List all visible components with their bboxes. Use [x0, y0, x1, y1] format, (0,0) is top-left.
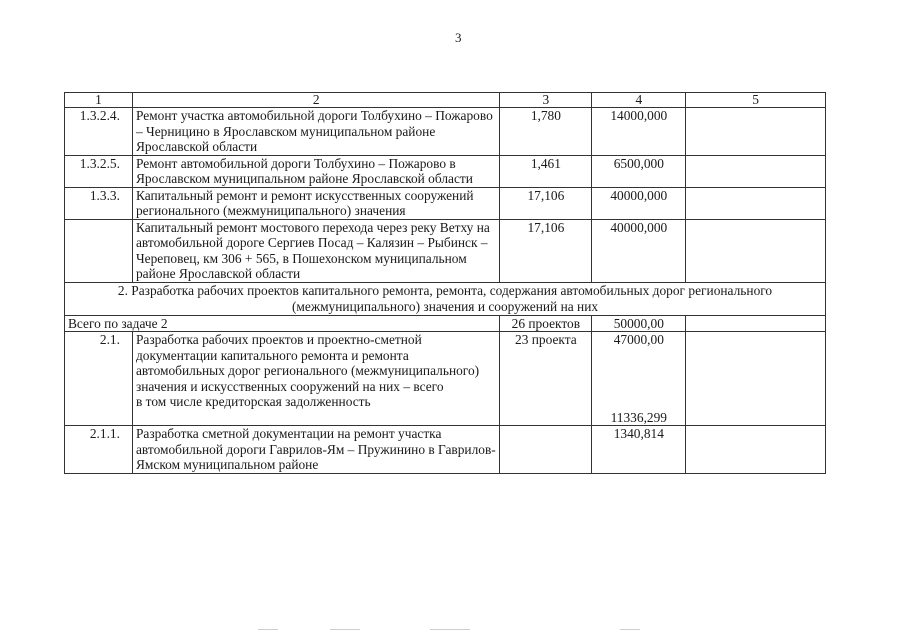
header-col-1: 1	[65, 93, 133, 108]
row-note	[686, 187, 826, 219]
row-projects: 23 проекта	[500, 332, 592, 426]
header-col-3: 3	[500, 93, 592, 108]
row-length: 1,780	[500, 108, 592, 156]
row-amount: 1340,814	[592, 426, 686, 474]
row-note	[686, 155, 826, 187]
row-projects	[500, 426, 592, 474]
table-row	[65, 219, 826, 282]
row-description: Капитальный ремонт и ремонт искусственных сооружений регионального (межмуниципального) значения	[132, 187, 499, 219]
row-note	[686, 108, 826, 156]
section-heading: 2. Разработка рабочих проектов капитального ремонта, ремонта, содержания автомобильных дорог регионального (межмуниципального) значения и сооружений на них	[65, 282, 826, 315]
scan-artifact	[330, 629, 360, 630]
row-amount: 6500,000	[592, 155, 686, 187]
row-description: Ремонт участка автомобильной дороги Толбухино – Пожарово – Черницино в Ярославском муниципальном районе Ярославской области	[132, 108, 499, 156]
row-note	[686, 426, 826, 474]
row-description: Капитальный ремонт мостового перехода через реку Ветху на автомобильной дороге Сергиев Посад – Калязин – Рыбинск – Череповец, км 306 + 565, в Пошехонском муниципальном районе Ярославской области	[132, 219, 499, 282]
row-debt-amount: 11336,299	[610, 409, 668, 425]
page-number: 3	[455, 30, 462, 45]
row-note	[686, 219, 826, 282]
row-length: 1,461	[500, 155, 592, 187]
spacer	[595, 348, 682, 410]
scan-artifact	[258, 629, 278, 630]
scan-artifact	[620, 629, 640, 630]
header-col-4: 4	[592, 93, 686, 108]
row-number: 1.3.2.4.	[65, 108, 133, 156]
row-description: Ремонт автомобильной дороги Толбухино – Пожарово в Ярославском муниципальном районе Ярославской области	[132, 155, 499, 187]
row-amount: 40000,000	[592, 187, 686, 219]
row-description-sub: в том числе кредиторская задолженность	[135, 394, 371, 409]
row-number: 1.3.3.	[65, 187, 133, 219]
row-description: Разработка сметной документации на ремонт участка автомобильной дороги Гаврилов-Ям – Пружинино в Гаврилов-Ямском муниципальном районе	[132, 426, 499, 474]
row-amount: 40000,000	[592, 219, 686, 282]
total-label: Всего по задаче 2	[65, 315, 500, 332]
header-col-5: 5	[686, 93, 826, 108]
row-description-main: Разработка рабочих проектов и проектно-сметной документации капитального ремонта и ремонта автомобильных дорог регионального (межмуниципального) значения и искусственных сооружений на них – всего	[135, 332, 480, 394]
row-amount-cell	[592, 332, 686, 426]
row-length: 17,106	[500, 187, 592, 219]
row-amount: 47000,00	[613, 332, 664, 347]
row-amount: 14000,000	[592, 108, 686, 156]
row-length: 17,106	[500, 219, 592, 282]
budget-table	[64, 92, 826, 474]
table-header-row	[65, 93, 826, 108]
scan-artifact	[430, 629, 470, 630]
header-col-2: 2	[132, 93, 499, 108]
total-row	[65, 315, 826, 332]
table-row	[65, 332, 826, 426]
table-row	[65, 426, 826, 474]
row-number: 2.1.	[65, 332, 133, 426]
table-row	[65, 108, 826, 156]
table-row	[65, 155, 826, 187]
total-amount: 50000,00	[592, 315, 686, 332]
table-row	[65, 187, 826, 219]
row-number	[65, 219, 133, 282]
row-description	[132, 332, 499, 426]
total-note	[686, 315, 826, 332]
section-heading-row	[65, 282, 826, 315]
row-note	[686, 332, 826, 426]
row-number: 1.3.2.5.	[65, 155, 133, 187]
total-projects: 26 проектов	[500, 315, 592, 332]
row-number: 2.1.1.	[65, 426, 133, 474]
